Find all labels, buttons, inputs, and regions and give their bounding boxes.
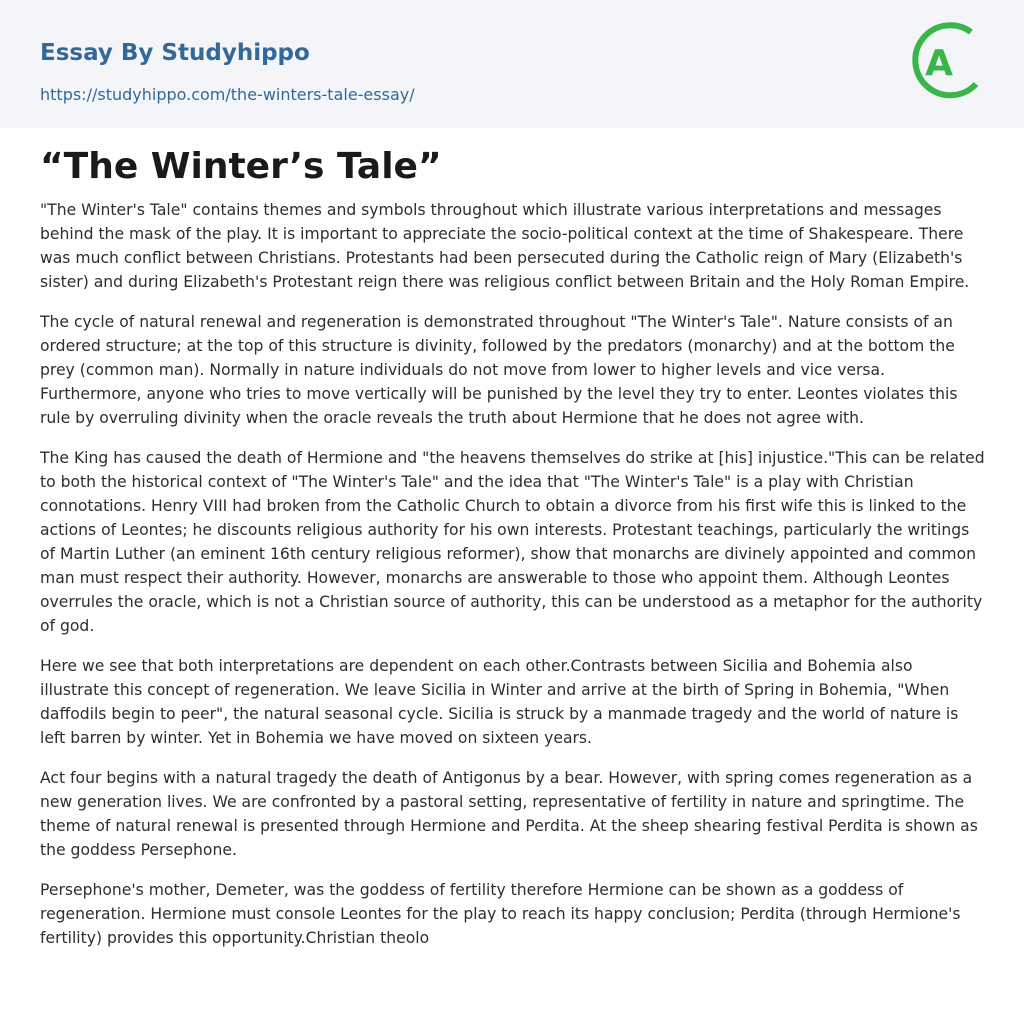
site-brand[interactable]: Essay By Studyhippo	[40, 40, 310, 66]
source-url-link[interactable]: https://studyhippo.com/the-winters-tale-essay/	[40, 85, 415, 104]
studyhippo-logo-icon[interactable]	[905, 18, 991, 104]
essay-title: “The Winter’s Tale”	[40, 146, 442, 187]
essay-paragraph-2: The cycle of natural renewal and regeneration is demonstrated throughout "The Winter's Tale". Nature consists of an ordered structure; at the top of this structure is divinity, followed by the predators (monarchy) and at the bottom the prey (common man). Normally in nature individuals do not move from lower to higher levels and vice versa. Furthermore, anyone who tries to move vertically will be punished by the level they try to enter. Leontes violates this rule by overruling divinity when the oracle reveals the truth about Hermione that he does not agree with.	[40, 313, 958, 427]
site-header	[0, 0, 1024, 128]
essay-paragraph-6: Persephone's mother, Demeter, was the goddess of fertility therefore Hermione can be shown as a goddess of regeneration. Hermione must console Leontes for the play to reach its happy conclusion; Perdita (through Hermione's fertility) provides this opportunity.Christian theolo	[40, 881, 961, 947]
essay-content	[40, 143, 986, 966]
essay-paragraph-5: Act four begins with a natural tragedy the death of Antigonus by a bear. However, with spring comes regeneration as a new generation lives. We are confronted by a pastoral setting, representative of fertility in nature and springtime. The theme of natural renewal is presented through Hermione and Perdita. At the sheep shearing festival Perdita is shown as the goddess Persephone.	[40, 769, 978, 859]
logo-letter: A	[925, 43, 953, 84]
essay-paragraph-4: Here we see that both interpretations are dependent on each other.Contrasts between Sicilia and Bohemia also illustrate this concept of regeneration. We leave Sicilia in Winter and arrive at the birth of Spring in Bohemia, "When daffodils begin to peer", the natural seasonal cycle. Sicilia is struck by a manmade tragedy and the world of nature is left barren by winter. Yet in Bohemia we have moved on sixteen years.	[40, 657, 959, 747]
essay-paragraph-3: The King has caused the death of Hermione and "the heavens themselves do strike at [his] injustice."This can be related to both the historical context of "The Winter's Tale" and the idea that "The Winter's Tale" is a play with Christian connotations. Henry VIII had broken from the Catholic Church to obtain a divorce from his first wife this is linked to the actions of Leontes; he discounts religious authority for his own interests. Protestant teachings, particularly the writings of Martin Luther (an eminent 16th century religious reformer), show that monarchs are divinely appointed and common man must respect their authority. However, monarchs are answerable to those who appoint them. Although Leontes overrules the oracle, which is not a Christian source of authority, this can be understood as a metaphor for the authority of god.	[40, 449, 985, 635]
essay-paragraph-1: "The Winter's Tale" contains themes and symbols throughout which illustrate various interpretations and messages behind the mask of the play. It is important to appreciate the socio-political context at the time of Shakespeare. There was much conflict between Christians. Protestants had been persecuted during the Catholic reign of Mary (Elizabeth's sister) and during Elizabeth's Protestant reign there was religious conflict between Britain and the Holy Roman Empire.	[40, 201, 970, 291]
